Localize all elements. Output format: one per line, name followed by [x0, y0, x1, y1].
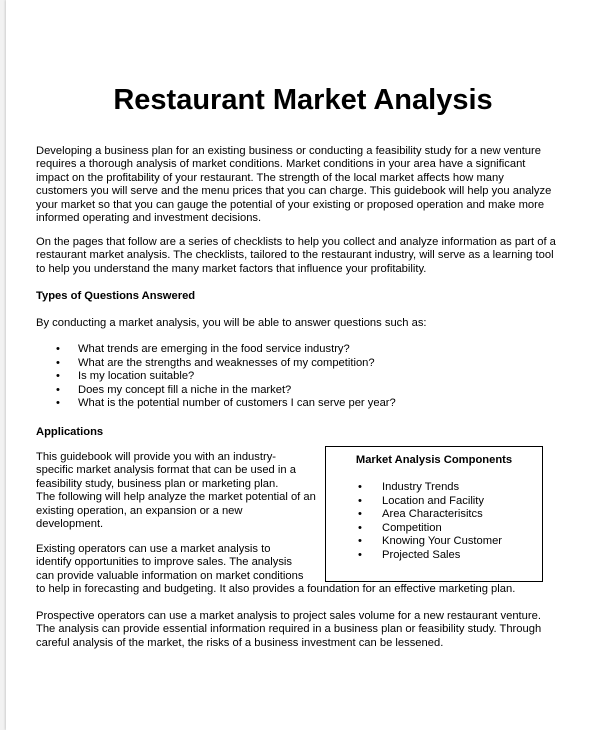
text-line: Developing a business plan for an existing business or conducting a feasibility study for a new venture	[36, 145, 541, 157]
text-line: impact on the profitability of your restaurant. The strength of the local market affects how many	[36, 171, 504, 184]
text-line: The following will help analyze the market potential of an	[36, 491, 316, 504]
list-item: • Area Characterisitcs	[358, 508, 483, 521]
text-line: specific market analysis format that can be used in a	[36, 464, 296, 477]
applications-paragraph-2-end: to help in forecasting and budgeting. It also provides a foundation for an effective marketing plan.	[36, 583, 516, 595]
list-item: • What are the strengths and weaknesses of my competition?	[56, 356, 375, 369]
text-line: your market so that you can gauge the potential of your existing or proposed operation and make more	[36, 198, 545, 211]
list-item: • Knowing Your Customer	[358, 535, 503, 548]
questions-list	[36, 343, 396, 411]
text-line: The analysis can provide essential information required in a business plan or feasibility study. Through	[36, 623, 542, 636]
list-item: • What is the potential number of customers I can serve per year?	[56, 397, 396, 410]
text-line: This guidebook will provide you with an industry-	[36, 451, 277, 463]
text-line: identify opportunities to improve sales. The analysis	[36, 556, 292, 569]
text-line: development.	[36, 518, 104, 531]
list-item: • Projected Sales	[358, 548, 461, 561]
list-item: • Competition	[358, 521, 442, 534]
bullet-icon: •	[358, 521, 362, 534]
bullet-icon: •	[358, 494, 362, 507]
intro-paragraph-2	[36, 236, 576, 276]
document-page	[6, 0, 600, 730]
list-item: • Industry Trends	[358, 481, 460, 493]
text-line: feasibility study, business plan or marketing plan.	[36, 477, 279, 490]
text-line: Prospective operators can use a market analysis to project sales volume for a new restaurant venture.	[36, 610, 541, 622]
list-item: • What trends are emerging in the food service industry?	[56, 343, 350, 355]
intro-paragraph-1	[36, 145, 576, 225]
text-line: existing operation, an expansion or a new	[36, 504, 243, 517]
bullet-icon: •	[56, 343, 60, 355]
text-line: On the pages that follow are a series of checklists to help you collect and analyze information as part of a	[36, 236, 556, 248]
components-box	[325, 446, 543, 582]
bullet-icon: •	[358, 481, 362, 493]
bullet-icon: •	[358, 508, 362, 521]
bullet-icon: •	[56, 383, 60, 396]
text-line: customers you will serve and the menu prices that you can charge. This guidebook will help you analyze	[36, 185, 552, 198]
components-list	[326, 481, 502, 563]
text-line: careful analysis of the market, the risks of a business investment can be lessened.	[36, 636, 444, 649]
bullet-icon: •	[358, 548, 362, 561]
bullet-icon: •	[56, 356, 60, 369]
bullet-icon: •	[358, 535, 362, 548]
text-line: restaurant market analysis. The checklists, tailored to the restaurant industry, will serve as a learning tool	[36, 249, 554, 262]
document-title: Restaurant Market Analysis	[113, 84, 493, 116]
text-line: to help you understand the many market factors that influence your profitability.	[36, 262, 427, 275]
types-heading: Types of Questions Answered	[36, 290, 196, 302]
types-lead: By conducting a market analysis, you will be able to answer questions such as:	[36, 317, 427, 329]
text-line: requires a thorough analysis of market conditions. Market conditions in your area have a significant	[36, 158, 526, 171]
components-box-title: Market Analysis Components	[355, 454, 513, 466]
applications-paragraph-1	[36, 451, 326, 531]
bullet-icon: •	[56, 397, 60, 410]
text-line: can provide valuable information on market conditions	[36, 569, 304, 582]
text-line: informed operating and investment decisions.	[36, 212, 262, 225]
list-item: • Location and Facility	[358, 494, 484, 507]
text-line: Existing operators can use a market analysis to	[36, 543, 271, 555]
applications-paragraph-3	[36, 610, 576, 650]
list-item: • Does my concept fill a niche in the market?	[56, 383, 292, 396]
applications-heading: Applications	[36, 426, 104, 438]
applications-paragraph-2	[36, 543, 326, 583]
list-item: • Is my location suitable?	[56, 370, 195, 383]
bullet-icon: •	[56, 370, 60, 383]
